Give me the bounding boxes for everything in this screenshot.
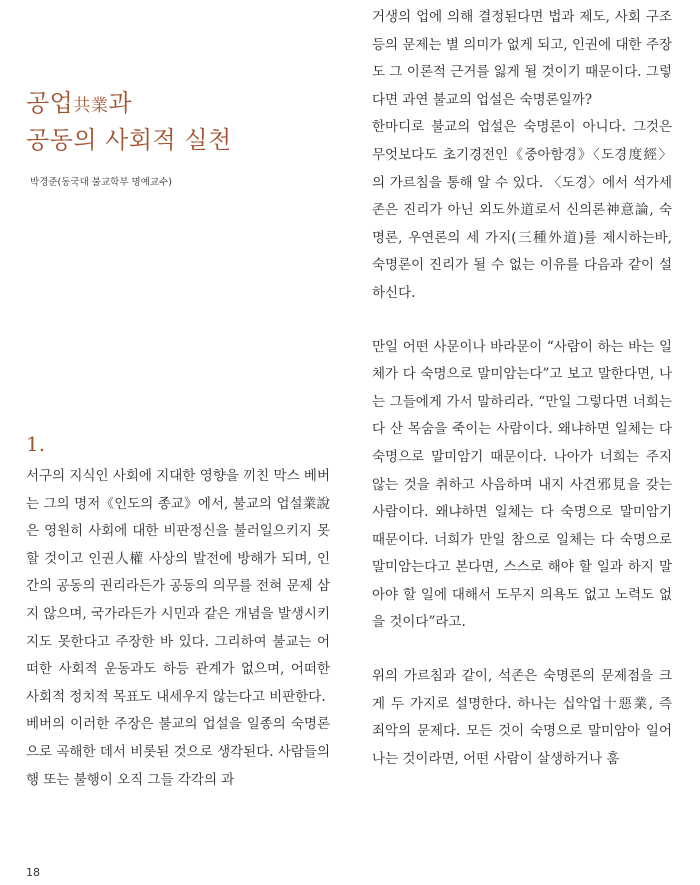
quote-paragraph: 만일 어떤 사문이나 바라문이 “사람이 하는 바는 일체가 다 숙명으로 말미암는다”고 보고 말한다면, 나는 그들에게 가서 말하리라. “만일 그렇다면 너희는 다 산 목숨을 죽이는 사람이다. 왜냐하면 일체는 다 숙명으로 말미암기 때문이다. 나아가 너희는 주지 않는 것을 취하고 사음하며 내지 사견邪見을 갖는 사람이다. 왜냐하면 일체는 다 숙명으로 말미암기 때문이다. 너희가 만일 참으로 일체는 다 숙명으로 말미암는다고 본다면, 스스로 해야 할 일과 하지 말아야 할 일에 대해서 도무지 의욕도 없고 노력도 없을 것이다”라고. bbox=[372, 338, 672, 631]
article-title bbox=[26, 86, 326, 157]
paragraph: 거생의 업에 의해 결정된다면 법과 제도, 사회 구조 등의 문제는 별 의미가 없게 되고, 인권에 대한 주장도 그 이론적 근거를 잃게 될 것이기 때문이다. 그렇다면 과연 불교의 업설은 숙명론일까? bbox=[372, 9, 672, 108]
left-column bbox=[26, 463, 330, 794]
author-byline: 박경준(동국대 불교학부 명예교수) bbox=[30, 177, 172, 188]
title-line1: 공업共業과 bbox=[26, 89, 133, 117]
paragraph: 서구의 지식인 사회에 지대한 영향을 끼친 막스 베버는 그의 명저《인도의 종교》에서, 불교의 업설業說은 영원히 사회에 대한 비판정신을 불러일으키지 못할 것이고 인권人權 사상의 발전에 방해가 되며, 인간의 공동의 권리라든가 공동의 의무를 전혀 문제 삼지 않으며, 국가라든가 시민과 같은 개념을 발생시키지도 못한다고 주장한 바 있다. 그리하여 불교는 어떠한 사회적 운동과도 하등 관계가 없으며, 어떠한 사회적 정치적 목표도 내세우지 않는다고 비판한다. bbox=[26, 468, 330, 705]
paragraph: 한마디로 불교의 업설은 숙명론이 아니다. 그것은 무엇보다도 초기경전인《중아함경》〈도경度經〉의 가르침을 통해 알 수 있다. 〈도경〉에서 석가세존은 진리가 아닌 외도外道로서 신의론神意論, 숙명론, 우연론의 세 가지(三種外道)를 제시하는바, 숙명론이 진리가 될 수 없는 이유를 다음과 같이 설하신다. bbox=[372, 119, 672, 301]
title-line2: 공동의 사회적 실천 bbox=[26, 126, 232, 154]
section-number: 1. bbox=[26, 432, 46, 456]
page-number: 18 bbox=[26, 866, 40, 879]
paragraph: 위의 가르침과 같이, 석존은 숙명론의 문제점을 크게 두 가지로 설명한다. 하나는 십악업十惡業, 즉 죄악의 문제다. 모든 것이 숙명으로 말미암아 일어나는 것이라면, 어떤 사람이 살생하거나 훔 bbox=[372, 668, 672, 767]
right-column bbox=[372, 4, 672, 773]
paragraph: 베버의 이러한 주장은 불교의 업설을 일종의 숙명론으로 곡해한 데서 비롯된 것으로 생각된다. 사람들의 행 또는 불행이 오직 그들 각각의 과 bbox=[26, 716, 330, 788]
